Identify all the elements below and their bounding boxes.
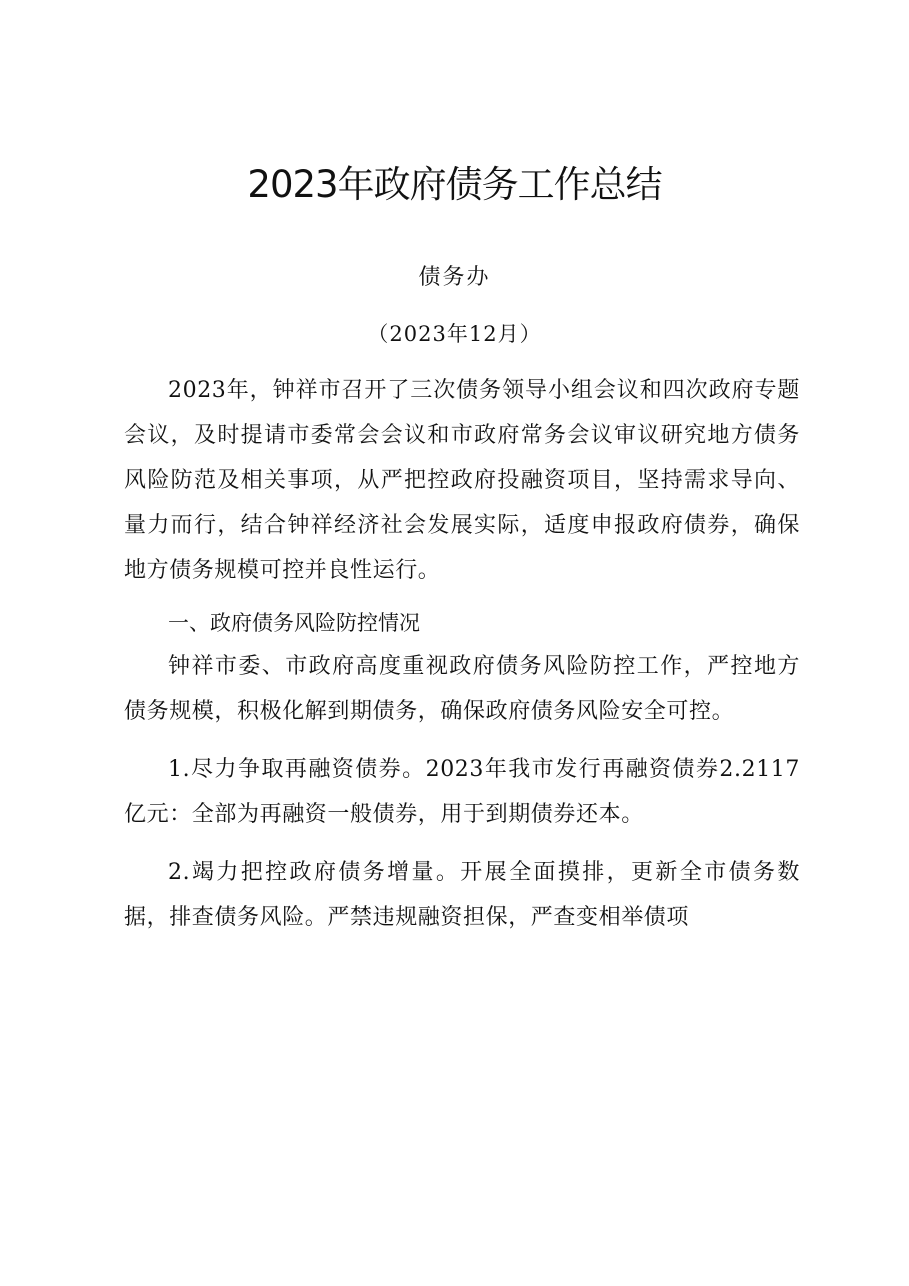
- document-title: 2023年政府债务工作总结: [247, 163, 662, 206]
- document-body: [124, 368, 800, 940]
- document-date: （2023年12月）: [367, 322, 542, 346]
- section-paragraph: 钟祥市委、市政府高度重视政府债务风险防控工作，严控地方债务规模，积极化解到期债务，确保政府债务风险安全可控。: [124, 654, 800, 724]
- item-1-paragraph: 1.尽力争取再融资债券。2023年我市发行再融资债券2.2117亿元：全部为再融资一般债券，用于到期债券还本。: [124, 757, 800, 827]
- intro-paragraph: 2023年，钟祥市召开了三次债务领导小组会议和四次政府专题会议，及时提请市委常会会议和市政府常务会议审议研究地方债务风险防范及相关事项，从严把控政府投融资项目，坚持需求导向、量力而行，结合钟祥经济社会发展实际，适度申报政府债券，确保地方债务规模可控并良性运行。: [124, 378, 800, 583]
- section-heading: 一、政府债务风险防控情况: [168, 611, 420, 635]
- document-author: 债务办: [418, 265, 491, 290]
- item-2-paragraph: 2.竭力把控政府债务增量。开展全面摸排，更新全市债务数据，排查债务风险。严禁违规融资担保，严查变相举债项: [124, 860, 800, 930]
